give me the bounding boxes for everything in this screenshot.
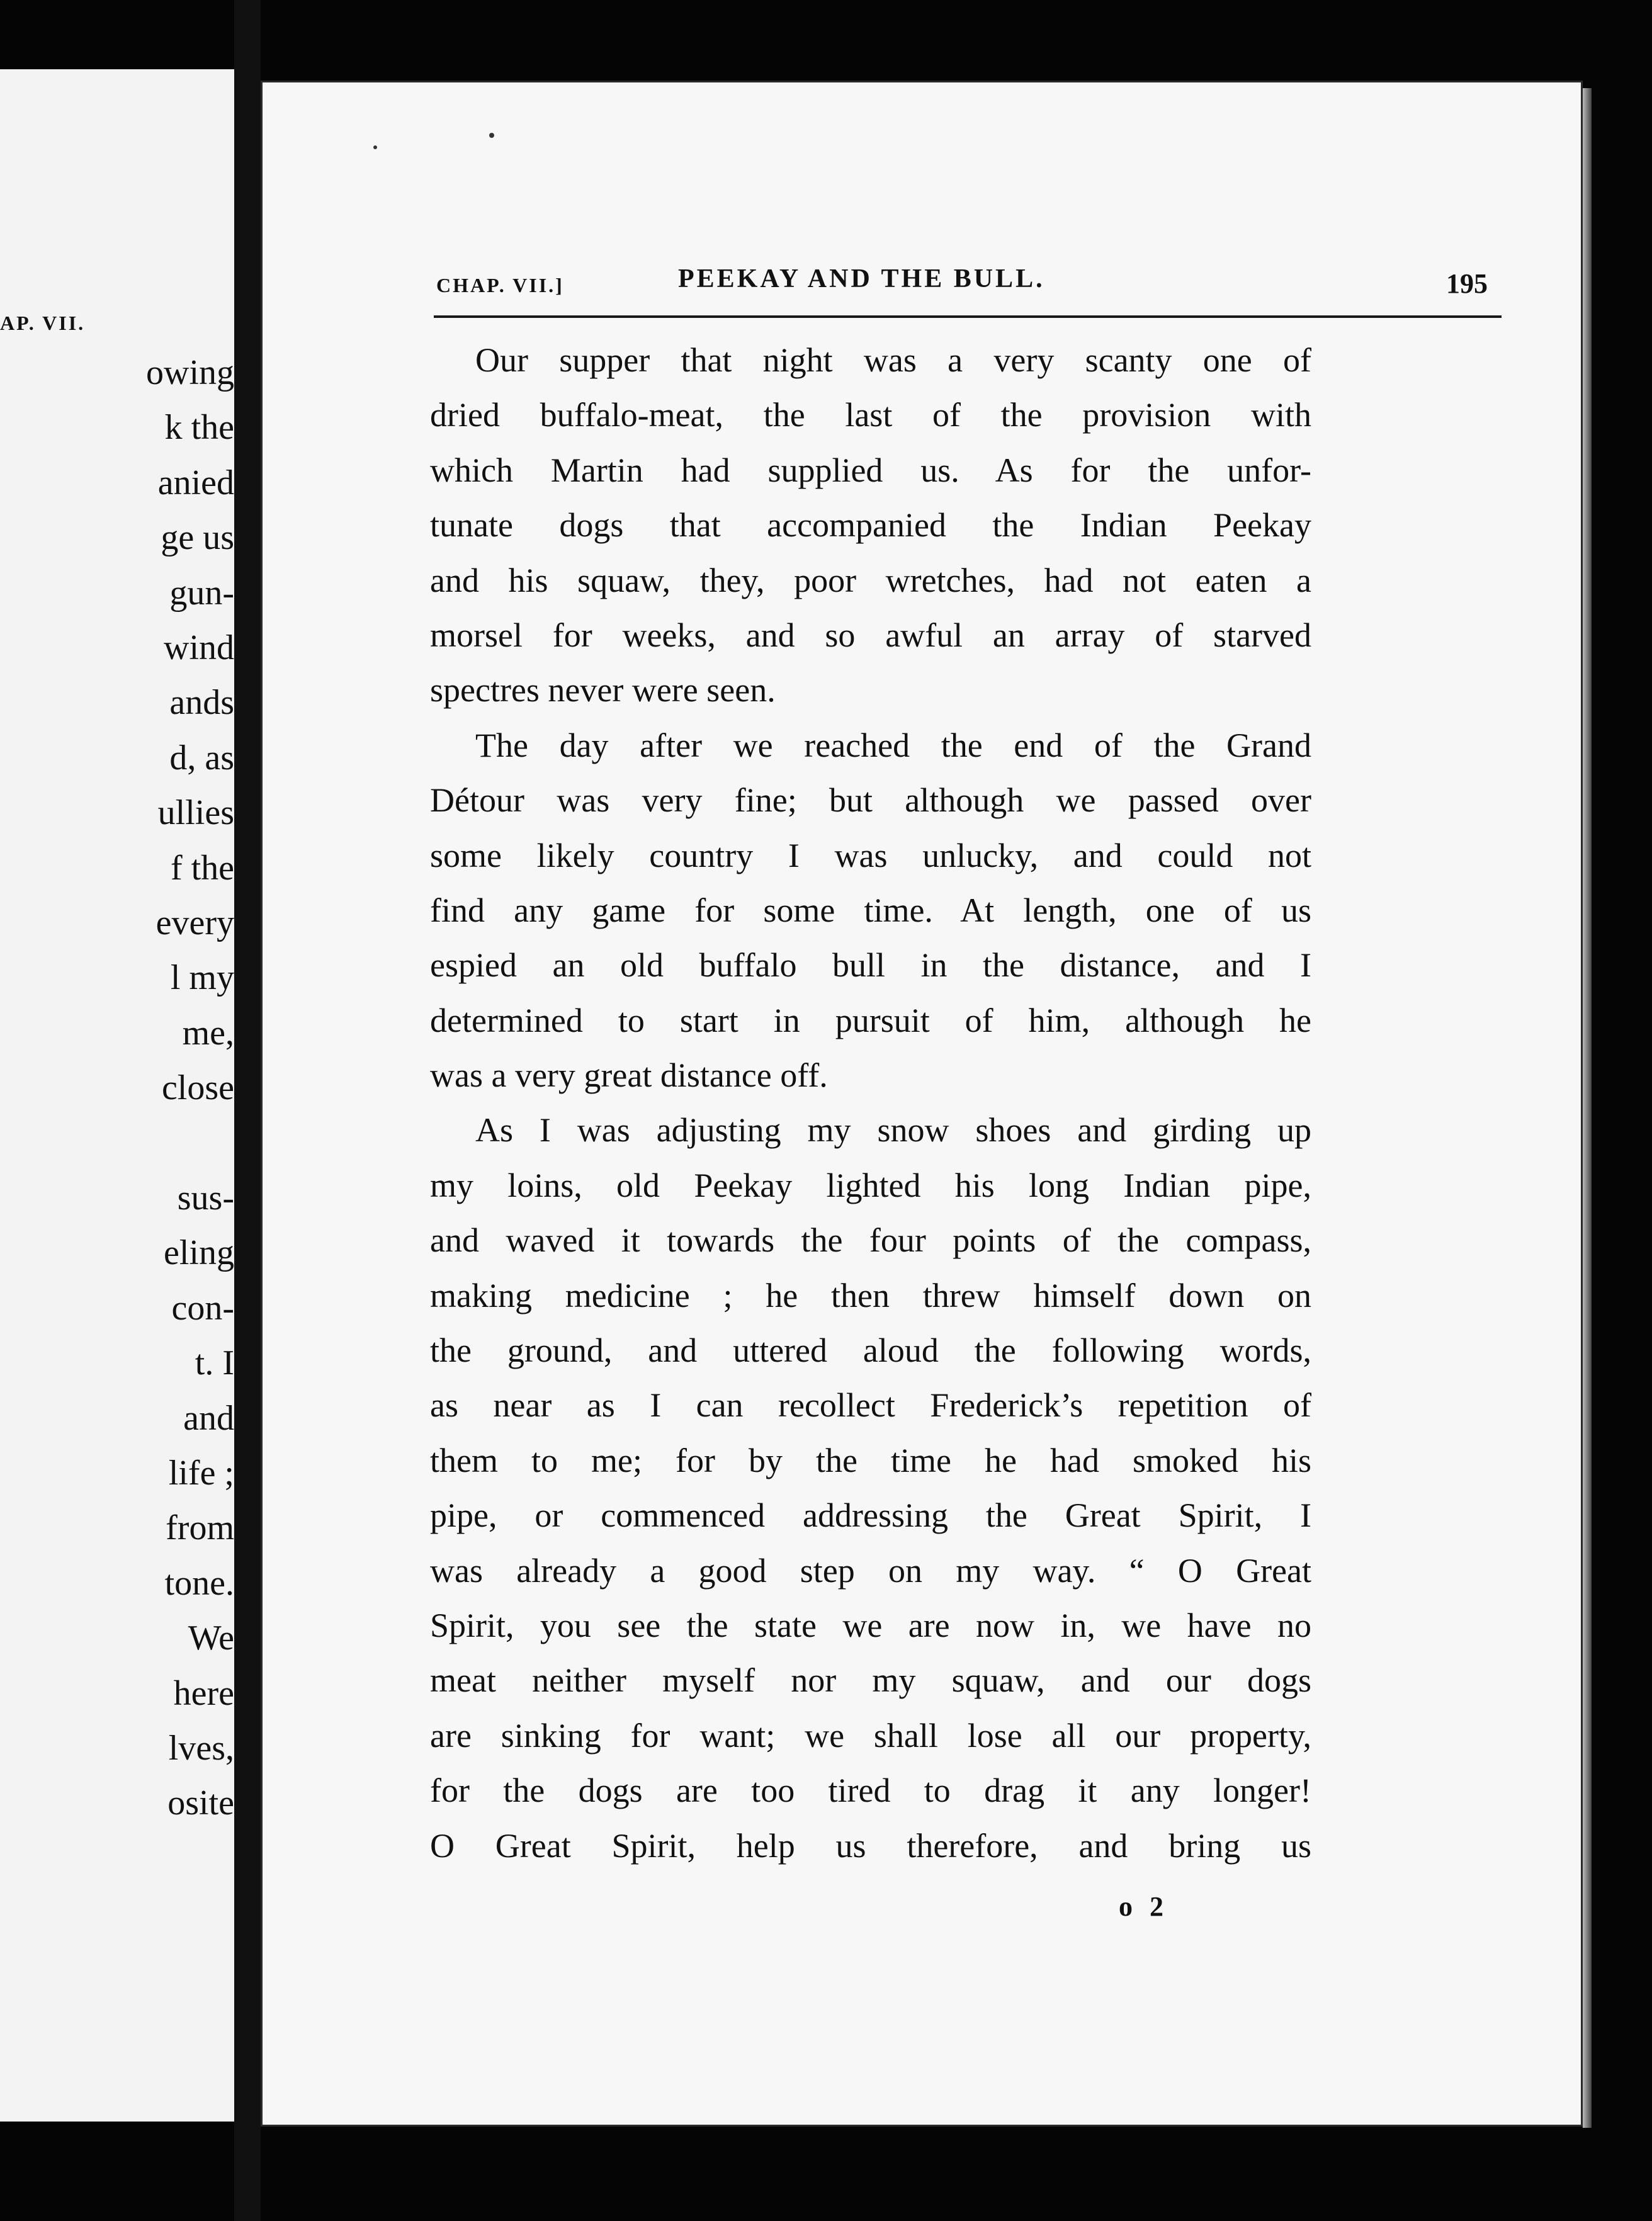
speck [489, 133, 494, 138]
text-line: are sinking for want; we shall lose all our property, [430, 1716, 1311, 1755]
previous-page-line: here [173, 1673, 234, 1713]
previous-page-line: osite [167, 1783, 234, 1823]
paragraph [430, 333, 1311, 718]
previous-page-line: con- [171, 1288, 234, 1328]
text-line: morsel for weeks, and so awful an array of starved [430, 616, 1311, 654]
text-line: my loins, old Peekay lighted his long Indian pipe, [430, 1166, 1311, 1204]
text-line: Détour was very fine; but although we passed over [430, 781, 1311, 820]
paragraph [430, 1103, 1311, 1873]
signature-mark: o 2 [1119, 1891, 1168, 1922]
text-line: them to me; for by the time he had smoked his [430, 1441, 1311, 1479]
previous-page-line: owing [146, 353, 234, 392]
running-header [436, 255, 1585, 305]
text-line: espied an old buffalo bull in the distance, and I [430, 946, 1311, 985]
text-line: was a very great distance off. [430, 1056, 828, 1095]
previous-page-line: sus- [177, 1178, 234, 1218]
previous-page-line: life ; [168, 1454, 234, 1493]
text-line: pipe, or commenced addressing the Great Spirit, I [430, 1496, 1311, 1535]
previous-page-line: d, as [169, 738, 234, 777]
body-text [430, 333, 1311, 1873]
text-line: for the dogs are too tired to drag it any longer! [430, 1772, 1311, 1810]
header-rule [434, 315, 1502, 318]
previous-page-line: t. I [195, 1343, 234, 1383]
previous-page-line: ge us [161, 518, 234, 558]
text-line: and waved it towards the four points of the compass, [430, 1221, 1311, 1260]
paragraph [430, 718, 1311, 1104]
text-line: spectres never were seen. [430, 671, 776, 709]
text-line: Our supper that night was a very scanty one of [475, 341, 1311, 379]
text-line: was already a good step on my way. “ O Great [430, 1551, 1311, 1590]
page-number: 195 [1446, 268, 1488, 299]
text-line: meat neither myself nor my squaw, and our dogs [430, 1661, 1311, 1700]
previous-page-line: We [188, 1619, 234, 1658]
previous-page-line: f the [170, 848, 234, 888]
previous-page-line: lves, [168, 1729, 234, 1768]
page-edge [1583, 88, 1592, 2128]
previous-page-line: anied [157, 463, 234, 502]
text-line: find any game for some time. At length, one of us [430, 891, 1311, 929]
book-gutter [234, 0, 261, 2221]
text-line: As I was adjusting my snow shoes and girding up [475, 1111, 1311, 1150]
text-line: The day after we reached the end of the Grand [475, 726, 1311, 764]
text-line: O Great Spirit, help us therefore, and bring us [430, 1826, 1311, 1865]
previous-page-line: gun- [169, 573, 234, 613]
previous-page-line: wind [164, 628, 234, 667]
book-page [261, 81, 1583, 2127]
text-line: which Martin had supplied us. As for the unfor- [430, 451, 1311, 489]
previous-page-line: ullies [157, 793, 234, 833]
text-line: and his squaw, they, poor wretches, had not eaten a [430, 561, 1311, 599]
previous-page-line: close [161, 1068, 234, 1108]
running-title: PEEKAY AND THE BULL. [678, 264, 1045, 293]
text-line: dried buffalo-meat, the last of the provision with [430, 396, 1311, 434]
text-line: as near as I can recollect Frederick’s repetition of [430, 1386, 1311, 1425]
previous-page-running-head: AP. VII. [0, 312, 86, 334]
previous-page-line: eling [164, 1233, 234, 1273]
text-line: determined to start in pursuit of him, although he [430, 1001, 1311, 1039]
previous-page [0, 69, 238, 2122]
previous-page-line: every [156, 903, 234, 942]
previous-page-line: ands [169, 683, 234, 723]
speck [373, 145, 377, 149]
previous-page-line: from [166, 1508, 234, 1548]
previous-page-line: tone. [164, 1563, 234, 1603]
text-line: Spirit, you see the state we are now in, we have no [430, 1606, 1311, 1644]
previous-page-line: l my [170, 958, 234, 998]
previous-page-line: k the [164, 408, 234, 448]
text-line: tunate dogs that accompanied the Indian Peekay [430, 506, 1311, 545]
previous-page-line: me, [182, 1013, 234, 1053]
chapter-label: CHAP. VII.] [436, 274, 564, 297]
text-line: some likely country I was unlucky, and could not [430, 836, 1311, 874]
previous-page-line: and [183, 1398, 234, 1438]
text-line: the ground, and uttered aloud the following words, [430, 1331, 1311, 1370]
text-line: making medicine ; he then threw himself down on [430, 1276, 1311, 1314]
